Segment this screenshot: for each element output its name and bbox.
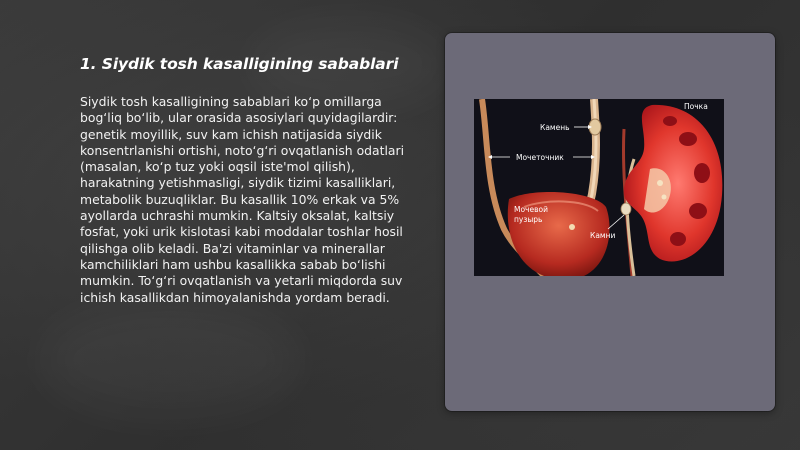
slide-title: 1. Siydik tosh kasalligining sabablari xyxy=(80,55,399,73)
kidney-stone-diagram xyxy=(474,99,724,276)
label-stones: Камни xyxy=(590,231,616,240)
kidney-stone xyxy=(621,203,631,215)
label-ureter: Мочеточник xyxy=(516,153,564,162)
kidney-stone xyxy=(662,195,667,200)
label-stone: Камень xyxy=(540,123,570,132)
kidney-stone xyxy=(657,180,663,186)
chalk-smudge xyxy=(40,300,300,420)
anatomy-illustration xyxy=(474,99,724,276)
label-bladder-line1: Мочевой xyxy=(514,205,548,214)
label-bladder-line2: пузырь xyxy=(514,215,543,224)
bladder-stone xyxy=(569,224,575,230)
slide-body-text: Siydik tosh kasalligining sabablari ko‘p omillarga bog‘liq bo‘lib, ular orasida asosiylari quyidagilardir: genetik moyillik, suv kam ichish natijasida siydik konsentrlanishi ortishi, noto‘g‘ri ovqatlanish odatlari (masalan, ko‘p tuz yoki oqsil iste'mol qilish), harakatning yetishmasligi, siydik tizimi kasalliklari, metabolik buzuqliklar. Bu kasallik 10% erkak va 5% ayollarda uchrashi mumkin. Kaltsiy oksalat, kaltsiy fosfat, yoki urik kislotasi kabi moddalar toshlar hosil qilishga olib keladi. Ba'zi vitaminlar va minerallar kamchiliklari ham ushbu kasallikka sabab bo‘lishi mumkin. To‘g‘ri ovqatlanish va yetarli miqdorda suv ichish kasallikdan himoyalanishda yordam beradi. xyxy=(80,94,405,305)
label-kidney: Почка xyxy=(684,102,708,111)
